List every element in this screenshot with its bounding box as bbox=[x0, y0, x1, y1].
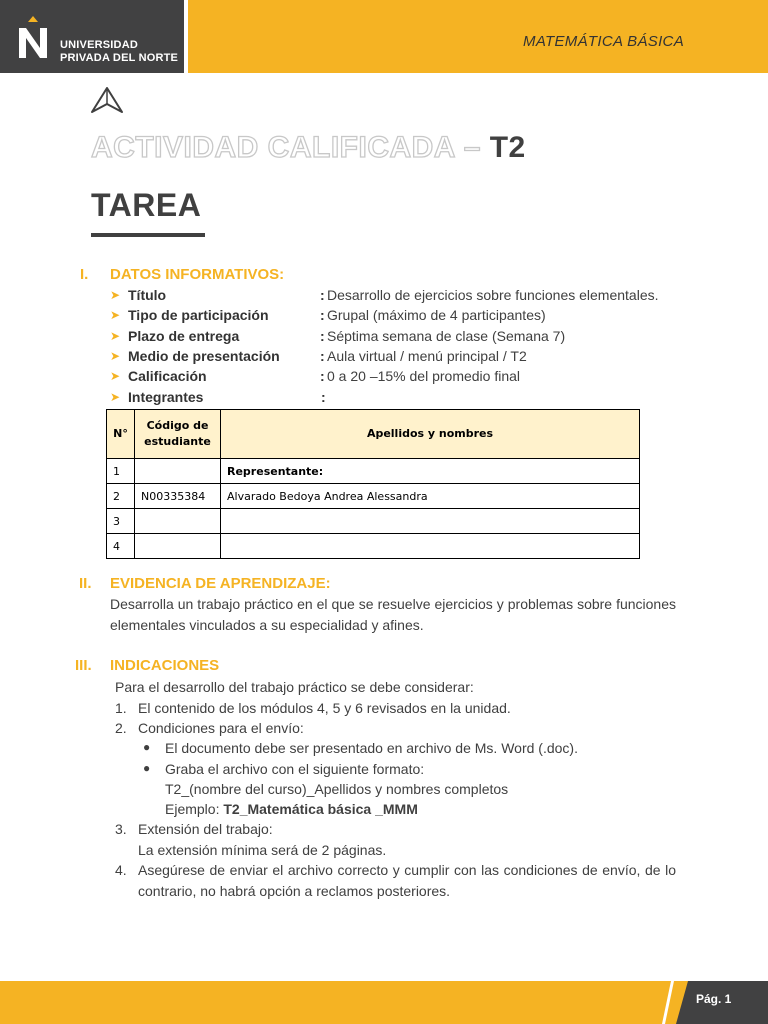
arrow-bullet-icon: ➤ bbox=[110, 329, 121, 343]
sub-list-item: Graba el archivo con el siguiente formato: bbox=[165, 761, 425, 777]
list-number: 2. bbox=[115, 720, 127, 736]
course-name: MATEMÁTICA BÁSICA bbox=[523, 33, 684, 50]
arrow-bullet-icon: ➤ bbox=[110, 390, 121, 404]
list-number: 1. bbox=[115, 700, 127, 716]
indications-intro: Para el desarrollo del trabajo práctico se debe considerar: bbox=[115, 679, 474, 695]
header-student-code: Código de estudiante bbox=[135, 410, 221, 459]
list-number: 3. bbox=[115, 821, 127, 837]
list-item: Condiciones para el envío: bbox=[138, 720, 304, 736]
activity-type: TAREA bbox=[91, 187, 202, 223]
bullet-icon: ● bbox=[143, 740, 151, 754]
evidence-text: Desarrolla un trabajo práctico en el que se resuelve ejercicios y problemas sobre funciones elementales vinculados a su especialidad y afines. bbox=[110, 596, 676, 633]
list-item: Asegúrese de enviar el archivo correcto y cumplir con las condiciones de envío, de lo contrario, no habrá opción a reclamos posteriores. bbox=[138, 862, 676, 899]
members-table bbox=[106, 409, 640, 559]
list-item: Extensión del trabajo: bbox=[138, 821, 273, 837]
bullet-icon: ● bbox=[143, 761, 151, 775]
activity-title: ACTIVIDAD CALIFICADA – T2 bbox=[91, 131, 526, 164]
sub-list-item-format: T2_(nombre del curso)_Apellidos y nombres completos bbox=[165, 781, 509, 797]
sub-list-item: El documento debe ser presentado en archivo de Ms. Word (.doc). bbox=[165, 740, 578, 756]
navigation-arrow-icon bbox=[90, 86, 124, 114]
title-underline bbox=[91, 233, 205, 237]
page-footer bbox=[0, 981, 768, 1024]
header-full-name: Apellidos y nombres bbox=[221, 410, 640, 459]
arrow-bullet-icon: ➤ bbox=[110, 369, 121, 383]
header-number: N° bbox=[107, 410, 135, 459]
university-name: UNIVERSIDAD PRIVADA DEL NORTE bbox=[60, 39, 179, 64]
table-header-row bbox=[107, 410, 640, 459]
table-row: 4 bbox=[107, 534, 640, 559]
list-number: 4. bbox=[115, 862, 127, 878]
list-item-detail: La extensión mínima será de 2 páginas. bbox=[138, 842, 387, 858]
sub-list-item-example: Ejemplo: T2_Matemática básica _MMM bbox=[165, 801, 418, 817]
table-row: 1 Representante: bbox=[107, 459, 640, 484]
university-logo bbox=[0, 0, 188, 73]
arrow-bullet-icon: ➤ bbox=[110, 349, 121, 363]
table-row: 2 N00335384 Alvarado Bedoya Andrea Alessandra bbox=[107, 484, 640, 509]
arrow-bullet-icon: ➤ bbox=[110, 288, 121, 302]
table-row: 3 bbox=[107, 509, 640, 534]
page-number: Pág. 1 bbox=[696, 992, 732, 1006]
arrow-bullet-icon: ➤ bbox=[110, 308, 121, 322]
list-item: El contenido de los módulos 4, 5 y 6 revisados en la unidad. bbox=[138, 700, 511, 716]
upn-logo-icon bbox=[16, 16, 50, 60]
